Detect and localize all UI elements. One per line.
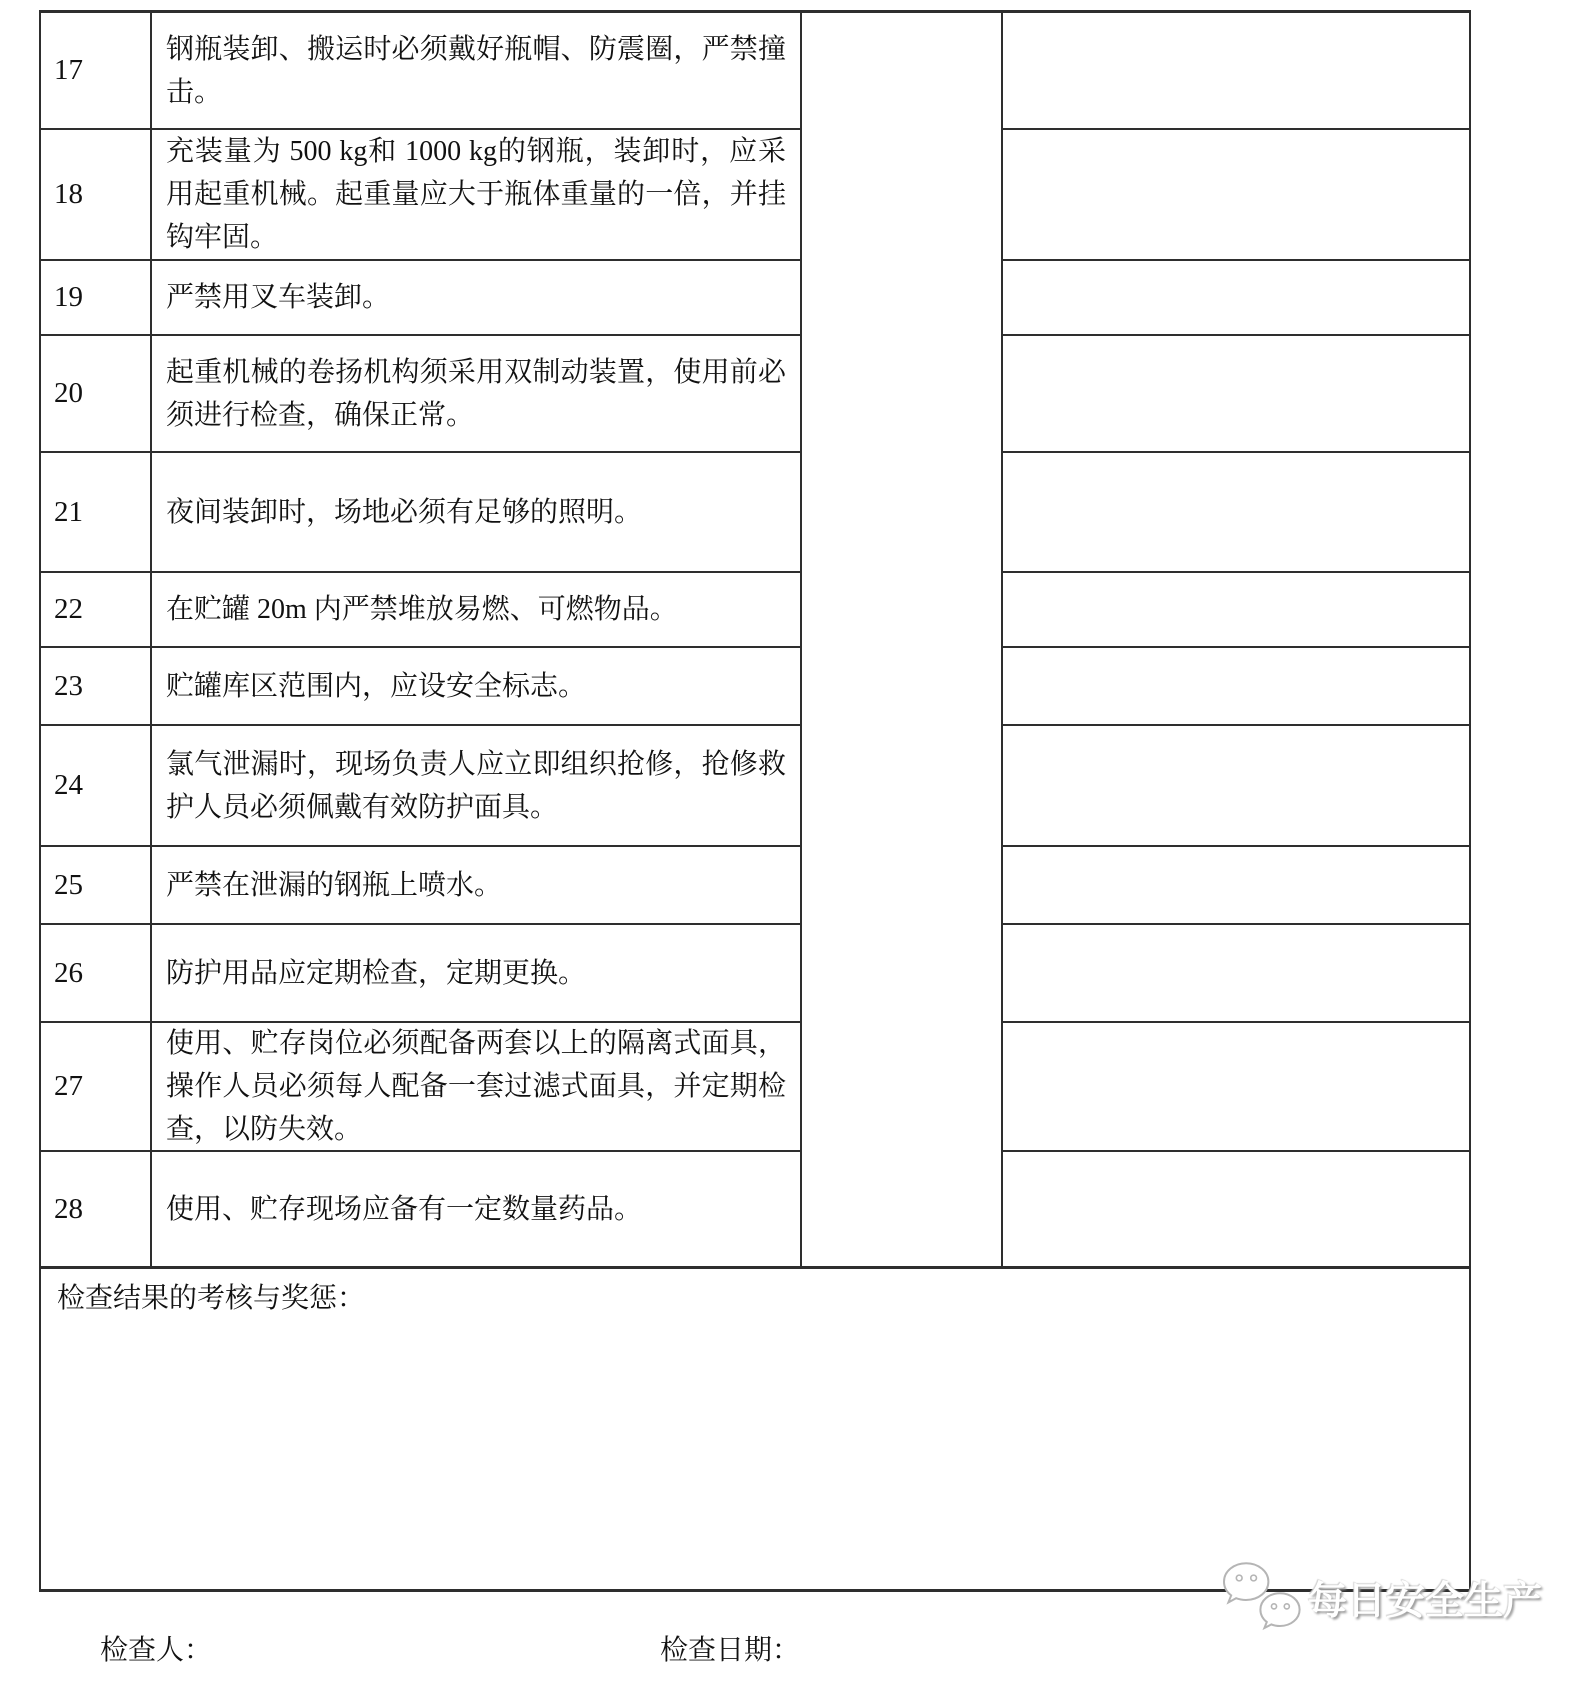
row-number: 25: [41, 847, 150, 925]
row-number: 26: [41, 925, 150, 1023]
checklist-item-text-content: 使用、贮存岗位必须配备两套以上的隔离式面具，操作人员必须每人配备一套过滤式面具，并定期检查，以防失效。: [166, 1028, 786, 1145]
results-section: [41, 1269, 1469, 1589]
checklist-item-text-content: 在贮罐 20m 内严禁堆放易燃、可燃物品。: [166, 594, 678, 625]
row-number: 23: [41, 648, 150, 726]
empty-remarks-cell: [1003, 130, 1469, 261]
results-label: 检查结果的考核与奖惩：: [57, 1283, 366, 1314]
checklist-item-text: [152, 573, 800, 648]
checklist-item-text: [152, 336, 800, 453]
empty-remarks-cell: [1003, 453, 1469, 573]
row-number: 21: [41, 453, 150, 573]
empty-remarks-cell: [1003, 1023, 1469, 1152]
checklist-item-text-content: 夜间装卸时，场地必须有足够的照明。: [166, 496, 643, 528]
checklist-item-text-content: 充装量为 500 kg和 1000 kg的钢瓶，装卸时，应采用起重机械。起重量应大于瓶体重量的一倍，并挂钩牢固。: [166, 136, 786, 253]
watermark: [1222, 1560, 1542, 1636]
checklist-item-text: [152, 726, 800, 847]
checklist-item-text: [152, 261, 800, 336]
checklist-item-text: [152, 130, 800, 261]
row-number: 19: [41, 261, 150, 336]
checklist-item-text-content: 贮罐库区范围内，应设安全标志。: [166, 670, 587, 702]
checklist-item-text: [152, 1152, 800, 1266]
checklist-item-text: [152, 925, 800, 1023]
checklist-item-text: [152, 453, 800, 573]
checklist-item-text: [152, 847, 800, 925]
number-column: [41, 13, 152, 1266]
checklist-item-text: [152, 13, 800, 130]
empty-check-column: [802, 13, 1003, 1266]
wechat-logo-icon: [1222, 1560, 1302, 1636]
empty-remarks-cell: [1003, 573, 1469, 648]
checklist-item-text-content: 严禁用叉车装卸。: [166, 282, 391, 313]
watermark-text: 每日安全生产: [1308, 1580, 1543, 1623]
empty-remarks-cell: [1003, 13, 1469, 130]
empty-remarks-cell: [1003, 847, 1469, 925]
checklist-item-text-content: 起重机械的卷扬机构须采用双制动装置，使用前必须进行检查，确保正常。: [166, 356, 786, 431]
empty-remarks-cell: [1003, 726, 1469, 847]
row-number: 28: [54, 1192, 83, 1225]
row-number: 20: [41, 336, 150, 453]
empty-remarks-cell: [1003, 1152, 1469, 1266]
checklist-grid: [41, 13, 1469, 1269]
inspection-checklist-table: [39, 10, 1471, 1592]
inspector-label: 检查人：: [100, 1635, 213, 1666]
checklist-item-text-content: 氯气泄漏时，现场负责人应立即组织抢修，抢修救护人员必须佩戴有效防护面具。: [166, 748, 786, 823]
row-number: 22: [41, 573, 150, 648]
row-number: 17: [41, 13, 150, 130]
checklist-item-text-content: 钢瓶装卸、搬运时必须戴好瓶帽、防震圈，严禁撞击。: [166, 33, 786, 108]
empty-remarks-cell: [1003, 925, 1469, 1023]
empty-remarks-cell: [1003, 261, 1469, 336]
checklist-item-text-content: 使用、贮存现场应备有一定数量药品。: [166, 1193, 643, 1225]
checklist-item-text: [152, 648, 800, 726]
item-text-column: [152, 13, 802, 1266]
checklist-item-text-content: 防护用品应定期检查，定期更换。: [166, 957, 587, 989]
empty-remarks-cell: [1003, 336, 1469, 453]
empty-remarks-column: [1003, 13, 1469, 1266]
checklist-item-text-content: 严禁在泄漏的钢瓶上喷水。: [166, 869, 503, 901]
row-number: 18: [41, 130, 150, 261]
row-number: 27: [41, 1023, 150, 1152]
empty-remarks-cell: [1003, 648, 1469, 726]
checklist-item-text: [152, 1023, 800, 1152]
row-number: 24: [41, 726, 150, 847]
inspection-date-label: 检查日期：: [660, 1635, 801, 1666]
